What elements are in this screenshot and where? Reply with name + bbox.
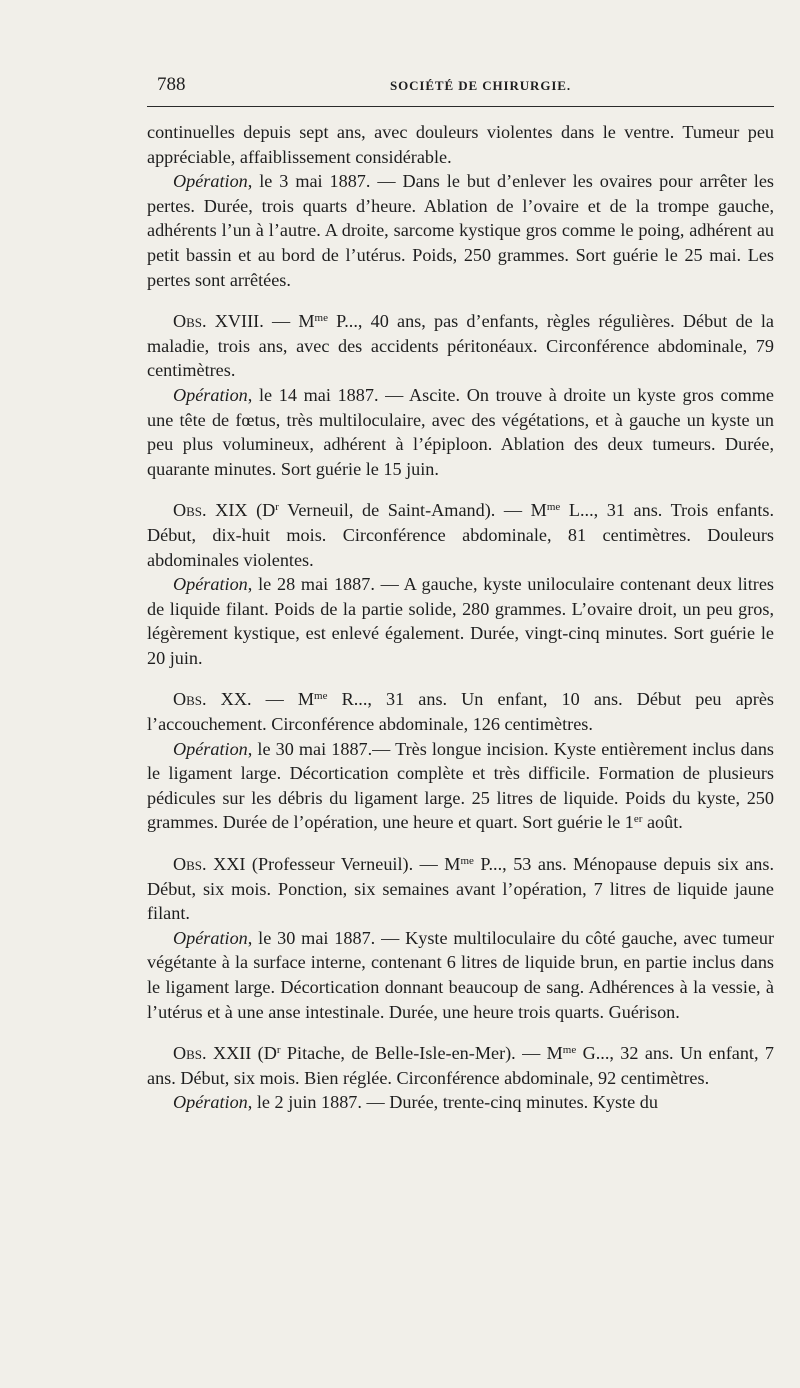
page-number: 788 — [157, 74, 186, 95]
page-body — [147, 120, 774, 1115]
paragraph-operation: Opération, le 14 mai 1887. — Ascite. On trouve à droite un kyste gros comme une tête de fœtus, très multiloculaire, avec des végétations, et à gauche un kyste un peu plus volumineux, adhérent à l’épiploon. Ablation des deux tumeurs. Durée, quarante minutes. Sort guérie le 15 juin. — [147, 384, 774, 479]
paragraph-operation: Opération, le 30 mai 1887.— Très longue incision. Kyste entièrement inclus dans le ligament large. Décortication complète et très difficile. Formation de plusieurs pédicules sur les débris du ligament large. 25 litres de liquide. Poids du kyste, 250 grammes. Durée de l’opération, une heure et quart. Sort guérie le 1er août. — [147, 738, 774, 833]
page-header — [147, 70, 774, 107]
paragraph-operation: Opération, le 30 mai 1887. — Kyste multiloculaire du côté gauche, avec tumeur végétante à la surface interne, contenant 6 litres de liquide brun, en partie inclus dans le ligament large. Décortication donnant beaucoup de sang. Adhérences à la vessie, à l’utérus et à une anse intestinale. Durée, une heure trois quarts. Guérison. — [147, 927, 774, 1022]
paragraph-observation: Obs. XX. — $M^{me}$ R..., 31 ans. Un enfant, 10 ans. Début peu après l’accouchement. Circonférence abdominale, 126 centimètres. — [147, 689, 774, 735]
paragraph-operation: Opération, le 2 juin 1887. — Durée, trente-cinq minutes. Kyste du — [173, 1092, 658, 1113]
paragraph-continuation: continuelles depuis sept ans, avec douleurs violentes dans le ventre. Tumeur peu appréciable, affaiblissement considérable. — [147, 122, 774, 167]
paragraph-observation: Obs. XIX ($D^r$ Verneuil, de Saint-Amand). — $M^{me}$ L..., 31 ans. Trois enfants. Début, dix-huit mois. Circonférence abdominale, 81 centimètres. Douleurs abdominales violentes. — [147, 500, 774, 570]
paragraph-operation: Opération, le 3 mai 1887. — Dans le but d’enlever les ovaires pour arrêter les pertes. Durée, trois quarts d’heure. Ablation de l’ovaire et de la trompe gauche, adhérents l’un à l’autre. A droite, sarcome kystique gros comme le poing, adhérent au petit bassin et au bord de l’utérus. Poids, 250 grammes. Sort guérie le 25 mai. Les pertes sont arrêtées. — [147, 171, 774, 290]
paragraph-observation: Obs. XXI (Professeur Verneuil). — $M^{me}$ P..., 53 ans. Ménopause depuis six ans. Début, six mois. Ponction, six semaines avant l’opération, 7 litres de liquide jaune filant. — [147, 854, 774, 924]
paragraph-operation: Opération, le 28 mai 1887. — A gauche, kyste uniloculaire contenant deux litres de liquide filant. Poids de la partie solide, 280 grammes. L’ovaire droit, un peu gros, légèrement kystique, est enlevé également. Durée, vingt-cinq minutes. Sort guérie le 20 juin. — [147, 574, 774, 668]
paragraph-observation: Obs. XXII ($D^r$ Pitache, de Belle-Isle-en-Mer). — $M^{me}$ G..., 32 ans. Un enfant, 7 ans. Début, six mois. Bien réglée. Circonférence abdominale, 92 centimètres. — [147, 1043, 774, 1088]
paragraph-observation: Obs. XVIII. — $M^{me}$ P..., 40 ans, pas d’enfants, règles régulières. Début de la maladie, trois ans, avec des accidents péritonéaux. Circonférence abdominale, 79 centimètres. — [147, 311, 774, 381]
running-title: SOCIÉTÉ DE CHIRURGIE. — [389, 78, 572, 93]
